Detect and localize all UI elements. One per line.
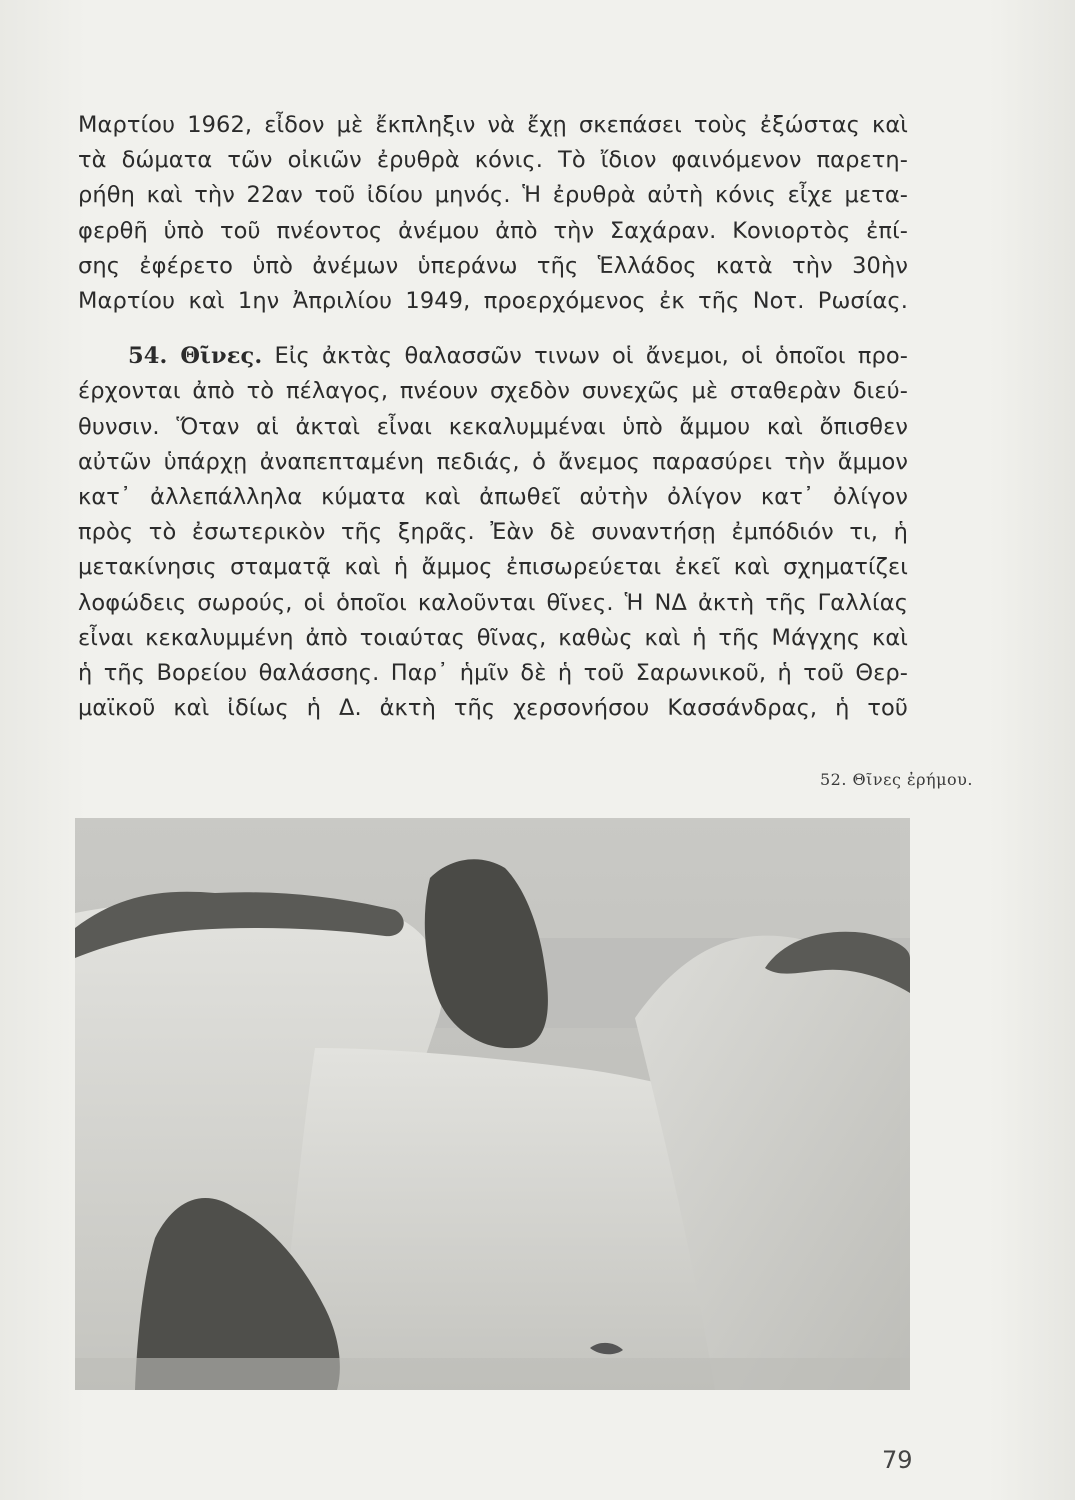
text-line xyxy=(78,339,908,374)
text-line: σης ἐφέρετο ὑπὸ ἀνέμων ὑπεράνω τῆς Ἑλλάδος κατὰ τὴν 30ὴν xyxy=(78,252,908,279)
text-line: μετακίνησις σταματᾷ καὶ ἡ ἄμμος ἐπισωρεύεται ἐκεῖ καὶ σχηματίζει xyxy=(78,554,908,581)
text-line: μαϊκοῦ καὶ ἰδίως ἡ Δ. ἀκτὴ τῆς χερσονήσου Κασσάνδρας, ἡ τοῦ xyxy=(78,695,908,722)
text-line: έρχονται ἀπὸ τὸ πέλαγος, πνέουν σχεδὸν συνεχῶς μὲ σταθερὰν διεύ- xyxy=(78,378,908,405)
text-line: αὐτῶν ὑπάρχῃ ἀναπεπταμένη πεδιάς, ὁ ἄνεμος παρασύρει τὴν ἄμμον xyxy=(78,448,908,475)
text-line: Μαρτίου καὶ 1ην Ἀπριλίου 1949, προερχόμενος ἐκ τῆς Νοτ. Ρωσίας. xyxy=(78,288,908,315)
text-line: πρὸς τὸ ἐσωτερικὸν τῆς ξηρᾶς. Ἐὰν δὲ συναντήσῃ ἐμπόδιόν τι, ἡ xyxy=(78,519,908,546)
text-line: εἶναι κεκαλυμμένη ἀπὸ τοιαύτας θῖνας, καθὼς καὶ ἡ τῆς Μάγχης καὶ xyxy=(78,624,908,651)
paragraph-dunes xyxy=(78,339,908,726)
text-line: ρήθη καὶ τὴν 22αν τοῦ ἰδίου μηνός. Ἡ ἐρυθρὰ αὐτὴ κόνις εἶχε μετα- xyxy=(78,182,908,209)
text-block xyxy=(78,108,908,726)
text-line: θυνσιν. Ὅταν αἱ ἀκταὶ εἶναι κεκαλυμμέναι ὑπὸ ἄμμου καὶ ὄπισθεν xyxy=(78,413,908,440)
text-line: τὰ δώματα τῶν οἰκιῶν ἐρυθρὰ κόνις. Τὸ ἴδιον φαινόμενον παρετη- xyxy=(78,147,908,174)
figure-caption: 52. Θῖνες ἐρήμου. xyxy=(820,770,973,789)
page-number: 79 xyxy=(882,1446,913,1474)
dune-photograph xyxy=(75,818,910,1390)
paragraph-gap xyxy=(78,319,908,339)
text-line: Μαρτίου 1962, εἶδον μὲ ἔκπληξιν νὰ ἔχῃ σκεπάσει τοὺς ἐξώστας καὶ xyxy=(78,112,908,138)
section-heading: 54. Θῖνες. xyxy=(128,343,263,370)
text-line: λοφώδεις σωρούς, οἱ ὁποῖοι καλοῦνται θῖνες. Ἡ ΝΔ ἀκτὴ τῆς Γαλλίας xyxy=(78,589,908,616)
text-line-rest: Εἰς ἀκτὰς θαλασσῶν τινων οἱ ἄνεμοι, οἱ ὁποῖοι προ- xyxy=(274,343,908,370)
text-line: κατ᾽ ἀλλεπάλληλα κύματα καὶ ἀπωθεῖ αὐτὴν ὀλίγον κατ᾽ ὀλίγον xyxy=(78,484,908,511)
text-line: ἡ τῆς Βορείου θαλάσσης. Παρ᾽ ἡμῖν δὲ ἡ τοῦ Σαρωνικοῦ, ἡ τοῦ Θερ- xyxy=(78,660,908,687)
text-line: φερθῆ ὑπὸ τοῦ πνέοντος ἀνέμου ἀπὸ τὴν Σαχάραν. Κονιορτὸς ἐπί- xyxy=(78,217,908,244)
dune-photo-drawing xyxy=(75,818,910,1390)
paragraph-dust xyxy=(78,108,908,319)
